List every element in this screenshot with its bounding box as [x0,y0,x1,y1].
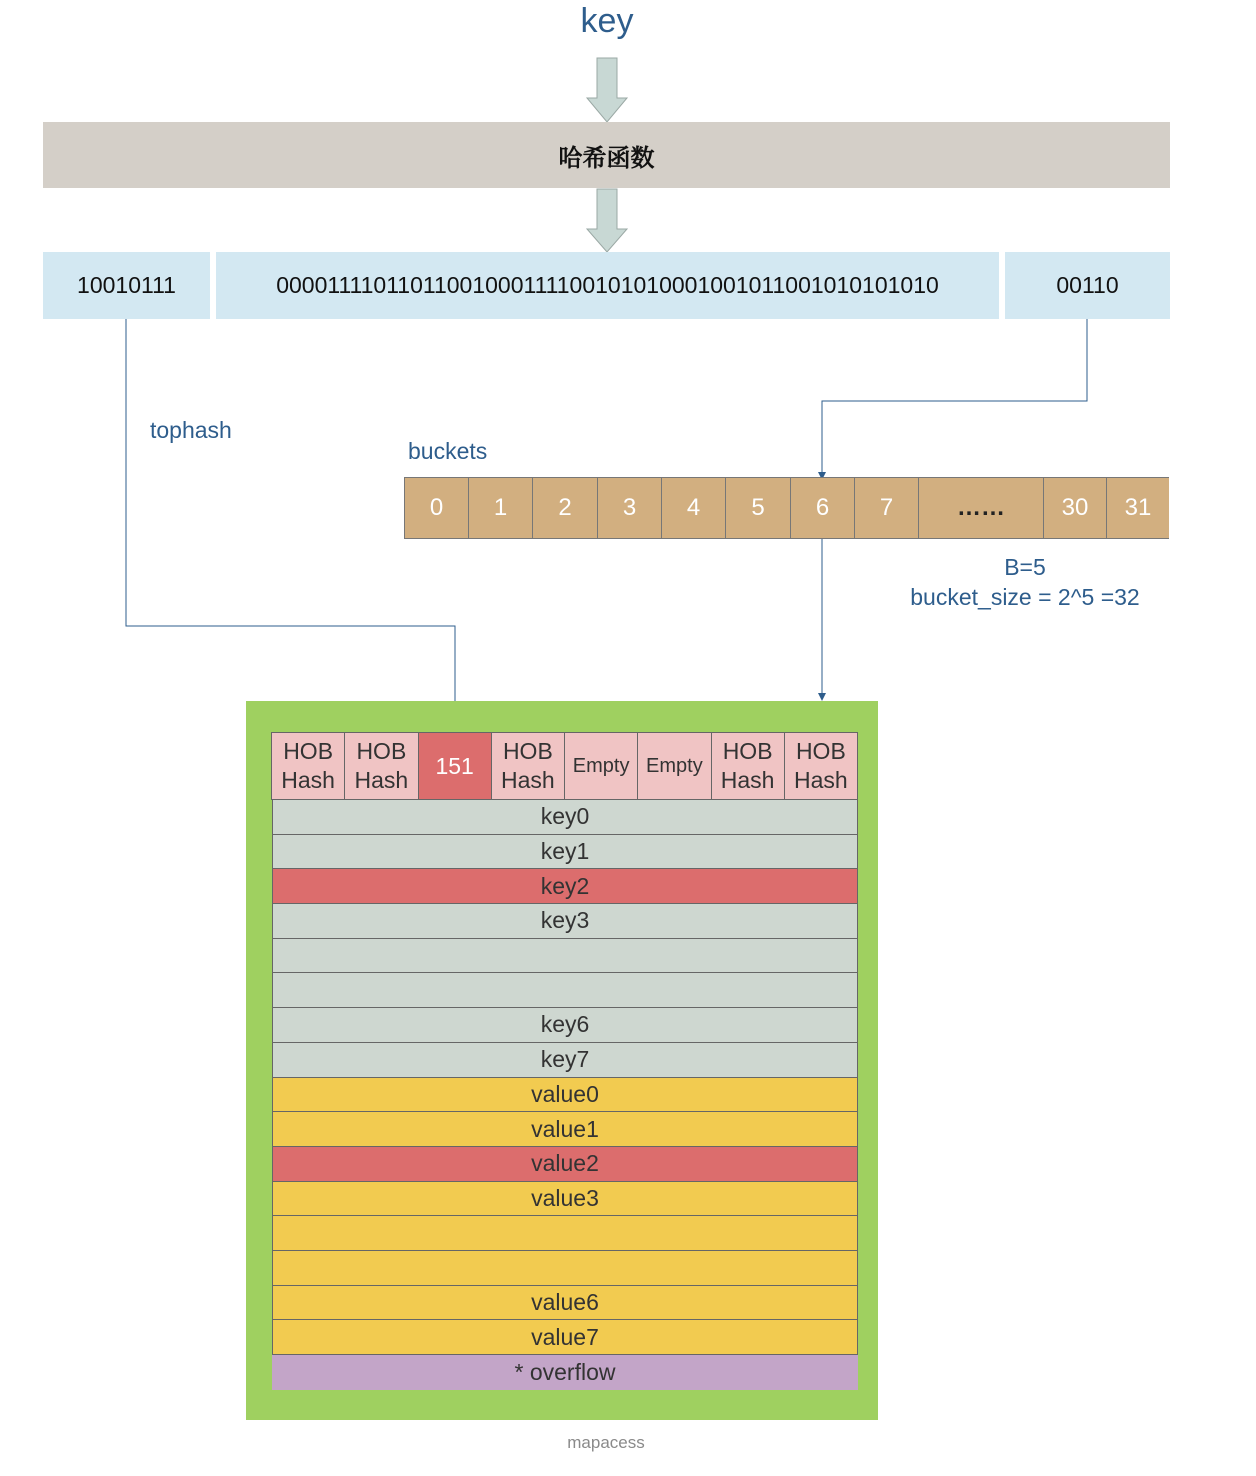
bucket-size-formula: bucket_size = 2^5 =32 [910,584,1140,610]
hash-high-bits [43,252,210,319]
tophash-cell: HOB Hash [344,732,418,800]
tophash-cell: HOB Hash [271,732,345,800]
bucket-cell: 30 [1043,478,1106,538]
down-block-arrow [587,189,627,252]
bucket-ellipsis: …… [918,478,1043,538]
hash-function-label: 哈希函数 [558,144,655,172]
bucket-cell: 5 [725,478,790,538]
low-bits-connector [822,319,1087,476]
value-slot-empty [272,1251,858,1286]
bucket-cell: 2 [532,478,597,538]
tophash-label: tophash [150,417,232,443]
overflow-pointer: * overflow [272,1355,858,1390]
tophash-cell-empty: Empty [637,732,711,800]
tophash-cell: HOB Hash [491,732,565,800]
key-slot-empty [272,973,858,1008]
bucket-cell: 3 [597,478,661,538]
hash-middle-bits [216,252,999,319]
key-slot: key6 [272,1008,858,1043]
low-bits-value: 00110 [1056,272,1119,298]
key-slot: key1 [272,835,858,870]
bucket-cell: 31 [1106,478,1169,538]
down-block-arrow [587,58,627,122]
tophash-cell-match: 151 [418,732,492,800]
bucket-cell: 0 [404,478,468,538]
bucket-b-value: B=5 [1004,554,1046,580]
tophash-cell: HOB Hash [784,732,858,800]
key-slot: key7 [272,1043,858,1078]
value-slot: value7 [272,1320,858,1355]
key-slot-match: key2 [272,869,858,904]
value-slot: value3 [272,1182,858,1217]
key-slot-empty [272,939,858,974]
hash-low-bits [1005,252,1170,319]
buckets-label: buckets [408,438,488,464]
buckets-array [404,477,1169,539]
input-key-label: key [580,2,634,40]
hash-function-bar [43,122,1170,188]
tophash-cell-empty: Empty [564,732,638,800]
value-slot-empty [272,1216,858,1251]
value-slot: value1 [272,1112,858,1147]
bucket-cell: 4 [661,478,725,538]
bucket-cell: 1 [468,478,532,538]
value-slot-match: value2 [272,1147,858,1182]
bucket-cell: 6 [790,478,854,538]
bucket-slots [272,800,858,1390]
high-bits-value: 10010111 [77,272,176,298]
value-slot: value6 [272,1286,858,1321]
middle-bits-value: 00001111011011001000111100101010001001011001010101010 [276,272,939,298]
tophash-cell: HOB Hash [711,732,785,800]
bucket-cell: 7 [854,478,918,538]
figure-caption: mapacess [567,1433,645,1452]
key-slot: key3 [272,904,858,939]
tophash-array [272,732,858,800]
key-slot: key0 [272,800,858,835]
value-slot: value0 [272,1078,858,1113]
